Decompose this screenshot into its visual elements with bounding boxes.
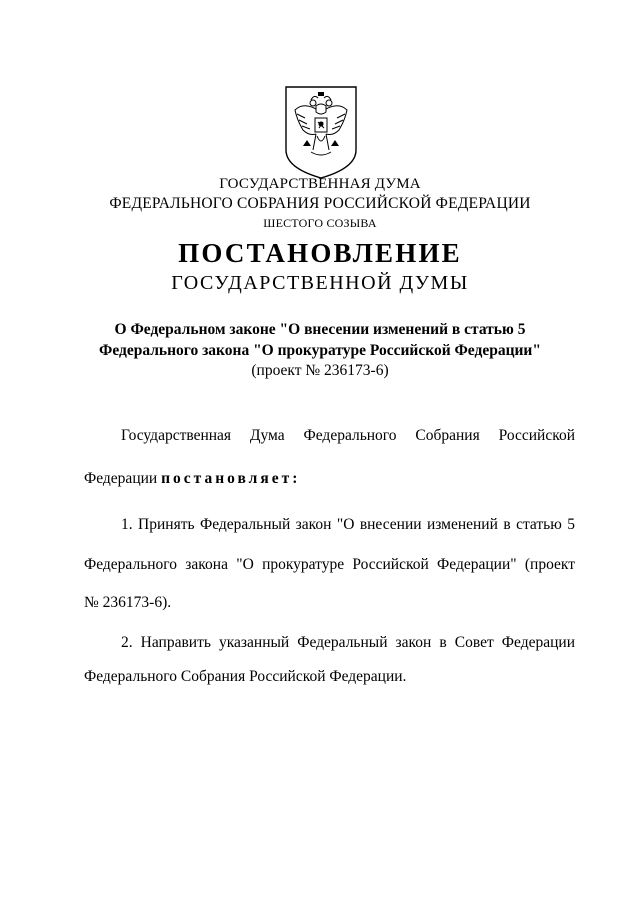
document-subtitle: ГОСУДАРСТВЕННОЙ ДУМЫ — [171, 272, 469, 294]
intro-line-2-start: Федерации — [84, 470, 162, 487]
item-2-line-2: Федерального Собрания Российской Федерации. — [84, 668, 407, 685]
subject-project-number: (проект № 236173-6) — [251, 362, 389, 379]
header-convocation: ШЕСТОГО СОЗЫВА — [263, 216, 377, 230]
header-federal-assembly: ФЕДЕРАЛЬНОГО СОБРАНИЯ РОССИЙСКОЙ ФЕДЕРАЦИИ — [109, 195, 531, 212]
item-1-line-3: № 236173-6). — [84, 594, 172, 611]
subject-line-1: О Федеральном законе "О внесении изменений в статью 5 — [114, 321, 526, 338]
subject-line-2: Федерального закона "О прокуратуре Российской Федерации" — [99, 342, 541, 359]
document-title: ПОСТАНОВЛЕНИЕ — [178, 238, 462, 268]
header-duma: ГОСУДАРСТВЕННАЯ ДУМА — [219, 176, 421, 192]
intro-line-1: Государственная Дума Федерального Собрания Российской — [121, 427, 575, 444]
item-1-line-2: Федерального закона "О прокуратуре Российской Федерации" (проект — [84, 556, 575, 573]
intro-line-2 — [84, 470, 575, 488]
item-2-line-1: 2. Направить указанный Федеральный закон в Совет Федерации — [121, 634, 575, 651]
decree-word: постановляет: — [161, 470, 301, 487]
item-1-line-1: 1. Принять Федеральный закон "О внесении изменений в статью 5 — [121, 516, 575, 533]
coat-of-arms-emblem — [283, 84, 359, 180]
